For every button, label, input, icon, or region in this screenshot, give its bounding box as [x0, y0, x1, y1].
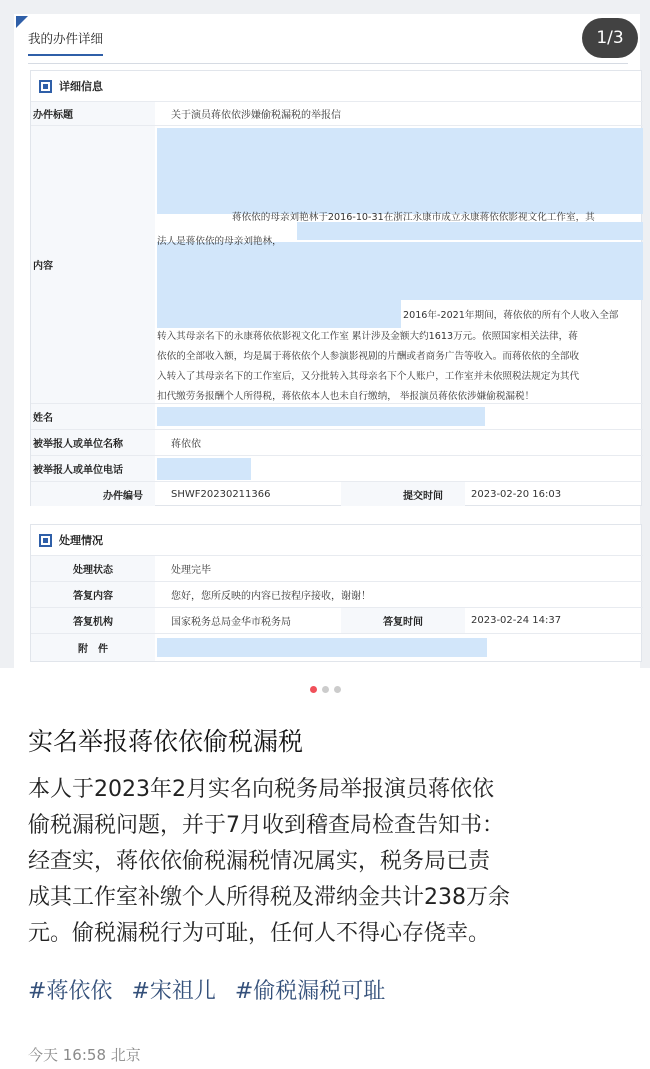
reported-name-value: 蒋依依: [171, 439, 201, 450]
reply-row: [31, 581, 643, 607]
carousel-dot-1[interactable]: [310, 686, 317, 693]
post-title: 实名举报蒋依依偷税漏税: [28, 727, 304, 756]
post-body-line: 经查实，蒋依依偷税漏税情况属实，税务局已责: [28, 849, 491, 874]
hashtag-link[interactable]: #蒋依依: [28, 979, 113, 1004]
org-row: [31, 607, 643, 633]
post-body-line: 本人于2023年2月实名向税务局举报演员蒋依依: [28, 777, 494, 802]
reply-value: 您好，您所反映的内容已按程序接收，谢谢！: [171, 591, 371, 602]
content-row: [31, 125, 643, 403]
reported-phone-label: 被举报人或单位电话: [31, 456, 155, 481]
status-value: 处理完毕: [171, 565, 211, 576]
carousel-dot-2[interactable]: [322, 686, 329, 693]
org-label: 答复机构: [31, 608, 155, 633]
page-title: 我的办件详细: [28, 29, 103, 56]
name-row: [31, 403, 643, 429]
document-screenshot: [14, 14, 640, 668]
title-bar: [28, 30, 628, 64]
handling-panel: [30, 524, 642, 662]
attachment-row: [31, 633, 643, 661]
content-line: 2016年-2021年期间，蒋依依的所有个人收入全部: [403, 310, 619, 321]
title-value: 关于演员蒋依依涉嫌偷税漏税的举报信: [171, 110, 341, 121]
section-square-icon: [39, 534, 52, 547]
reported-phone-row: [31, 455, 643, 481]
reply-time-value: 2023-02-24 14:37: [471, 615, 562, 626]
reply-label: 答复内容: [31, 582, 155, 607]
status-row: [31, 555, 643, 581]
name-label: 姓名: [31, 404, 155, 429]
post-time-location: 今天 16:58 北京: [28, 1046, 141, 1064]
handling-section-header: [31, 525, 641, 555]
title-row: [31, 101, 643, 125]
case-number-label: 办件编号: [31, 482, 155, 506]
post-body-line: 成其工作室补缴个人所得税及滞纳金共计238万余: [28, 885, 510, 910]
reported-name-label: 被举报人或单位名称: [31, 430, 155, 455]
content-line: 转入其母亲名下的永康蒋依依影视文化工作室 累计涉及金额大约1613万元。依照国家相关法律，蒋: [157, 331, 578, 342]
attachment-label: 附 件: [31, 634, 155, 661]
corner-mark: [16, 16, 28, 28]
org-value: 国家税务总局金华市税务局: [171, 617, 291, 628]
content-line: 入转入了其母亲名下的工作室后，又分批转入其母亲名下个人账户，工作室并未依照税法规定为其代: [157, 371, 580, 382]
redaction-block: [157, 407, 485, 426]
post-body: [28, 772, 628, 952]
submit-time-value: 2023-02-20 16:03: [471, 488, 562, 500]
post-body-line: 偷税漏税问题，并于7月收到稽查局检查告知书：: [28, 813, 504, 838]
post-body-line: 元。偷税漏税行为可耻，任何人不得心存侥幸。: [28, 921, 491, 946]
carousel-dot-3[interactable]: [334, 686, 341, 693]
redaction-block: [157, 300, 401, 328]
reported-name-row: [31, 429, 643, 455]
redaction-block: [157, 458, 251, 480]
detail-panel: [30, 70, 642, 506]
carousel-pagination[interactable]: [0, 686, 650, 693]
handling-section-title: 处理情况: [59, 534, 103, 547]
redaction-block: [157, 638, 487, 657]
content-line: 蒋依依的母亲刘艳林于2016-10-31在浙江永康市成立永康蒋依依影视文化工作室，其: [232, 212, 595, 223]
detail-section-header: [31, 71, 641, 101]
submit-time-label: 提交时间: [341, 482, 465, 506]
tag-list: [28, 974, 397, 1005]
title-label: 办件标题: [31, 102, 155, 125]
content-line: 法人是蒋依依的母亲刘艳林，: [157, 236, 282, 247]
content-line: 依依的全部收入额，均是属于蒋依依个人参演影视剧的片酬或者商务广告等收入。而蒋依依的全部收: [157, 351, 580, 362]
reply-time-label: 答复时间: [341, 608, 465, 633]
content-line: 扣代缴劳务报酬个人所得税，蒋依依本人也未自行缴纳， 举报演员蒋依依涉嫌偷税漏税！: [157, 391, 535, 402]
image-counter-badge: 1/3: [582, 18, 638, 58]
content-label: 内容: [31, 126, 155, 403]
redaction-block: [157, 128, 643, 214]
case-number-row: [31, 481, 643, 506]
section-square-icon: [39, 80, 52, 93]
status-label: 处理状态: [31, 556, 155, 581]
content-box: [157, 126, 643, 403]
hashtag-link[interactable]: #偷税漏税可耻: [234, 979, 386, 1004]
case-number-value: SHWF20230211366: [171, 488, 271, 500]
detail-section-title: 详细信息: [59, 80, 103, 93]
hashtag-link[interactable]: #宋祖儿: [131, 979, 216, 1004]
